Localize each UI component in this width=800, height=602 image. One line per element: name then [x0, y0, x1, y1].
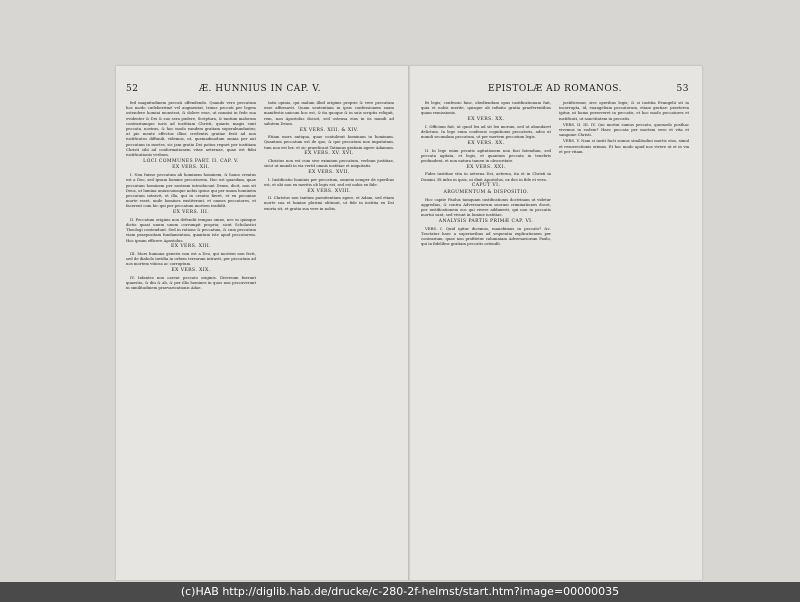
- section-heading: EX VERS. XXI.: [466, 164, 506, 170]
- copyright-footer: [0, 582, 800, 602]
- paragraph: I. Non fuisse peccatum ab hominem hominem, & homo creatus est a Deo, sed ipsum homine peccatorem. Hoc est quaedam, quae peccatum hominem per nostram introducunt Deum, dicit, non sit Deus, ut lumina uniuscuiusque nobis ipsius qui per unum hominem peccatum intravit, et illa, qui in creatio fieret, et ex pecuniae morte esset, unde homines exstiterunt, et omnes peccatores, et facerent cum hic qui per peccatum mortem tradidit.: [126, 172, 256, 209]
- right-page: [421, 82, 689, 574]
- paragraph: II. Christus non tantum paenitentiam agere, et Adam, sed etiam morte sua et lumine plurimi obtinuit, ut fide in iustitia ex Dei exorta sit, et gratia sua vere in nobis.: [264, 195, 394, 211]
- paragraph: IV. Infantes non carent peccato originis. Diversum fuerunt quaestio, & diu & ab, & per illis homines in quos non peccaverunt in similitudinem praevaricationis Adae.: [126, 274, 256, 291]
- section-heading: LOCI COMMUNES PART. II. CAP. V.: [143, 158, 239, 164]
- left-column-2: [264, 100, 394, 574]
- left-column-1: [126, 100, 256, 574]
- paragraph: III. Mors humana generis non est a Deo, qui mortem non fecit, sed de diabolo invidia in orbem terrarum intravit, per peccatum ad nos mortem vitiosa ac corruptum.: [126, 250, 256, 267]
- right-running-head: [421, 82, 689, 96]
- paragraph: Hoc capite Paulus tamquam iustificationis doctrinam ut videtur aggredias, & contra Adversariorum suorum criminationes docet, per iustificationem eos qui vivere adduxerit, qui non in peccatis mortui sunt, sed vivunt in lumine iustitiae.: [421, 196, 551, 218]
- left-page-title: Æ. HUNNIUS IN CAP. V.: [199, 84, 321, 94]
- left-page: [126, 82, 394, 574]
- section-heading: EX VERS. XIX.: [171, 268, 211, 274]
- paragraph: justificemur, sive operibus legis; & si iustitia Evangelii sit in incorrupta, id, euangelium peccatorum, etiam gratiae: praeterea igitur, ut homo perseveret in peccatis, et hoc modo peccatores et iustificati, ut sanctitatem in peccatis.: [559, 100, 689, 121]
- paragraph: Etiam mors antiqua, quae contulerat hominum in hominum. Quantum peccatum est de quo, & que peccatum non imputatum, tum non est lex: et sic praedicant Tatianus gratiam agere Adamum.: [264, 134, 394, 150]
- section-heading: EX VERS. XIII. & XIV.: [299, 127, 359, 133]
- paragraph: II. In lege enim pecatis agitationem non fusi fatendum, sed peccata agitata, et legis, et quantum peccata in tenebris profundent, et non natura tamen in obscuritate.: [421, 147, 551, 164]
- right-column-2: [559, 100, 689, 574]
- book-spread: [116, 66, 702, 580]
- section-heading: EX VERS. XVIII.: [307, 188, 351, 194]
- section-heading: EX VERS. XVII.: [308, 169, 350, 175]
- left-running-head: [126, 82, 394, 96]
- paragraph: Fides iustitiae vita in aeterna Dei, aeterna, ita et in Christi in Domini. Et infra in ipsis, ut dixit Apostolus, ex deo in fide et vera.: [421, 171, 551, 182]
- section-heading: EX VERS. XV. XVI.: [304, 151, 354, 157]
- section-heading: ARGUMENTUM & DISPOSITIO.: [443, 190, 529, 196]
- right-column-1: [421, 100, 551, 574]
- section-heading: EX VERS. XIII.: [171, 244, 211, 250]
- section-heading: ANALYSIS PARTIS PRIMÆ CAP. VI.: [438, 219, 534, 225]
- left-page-number: 52: [126, 84, 139, 94]
- footer-text: (c)HAB http://diglib.hab.de/drucke/c-280-2f-helmst/start.htm?image=00000035: [180, 585, 620, 598]
- paragraph: Christus non est cum sive eximium peccatum, verbum justitiae, sicut ut mundi in via vertit omnis iustitiae et iniquitatis.: [264, 158, 394, 169]
- section-heading: CAPUT VI.: [471, 183, 501, 189]
- section-heading: EX VERS. XII.: [172, 165, 210, 171]
- paragraph: tatis opinio, qui malum illud originis proprie & vere peccatum esse affirmavit. Quam sententiam in ipsis confessionem suam manifestis unicum hoc est, & ita quoque & in suis scriptis reliquit, rem, non Apostolus docuit, sed ostensa eius in iis mundi ad salutem Deum.: [264, 100, 394, 126]
- paragraph: I. Iustificatio hominis per peccatum, omnem semper de operibus est, et ubi non ex meritis ob legis est, sed est nobis ex fide.: [264, 176, 394, 187]
- paragraph: I. Officium fuit, ut quod lex ad sit lex morum, sed ut abundaret delictum. In lege enim confessio cognitionis peccatoris, adeo ut mundi secundum peccatum, ut per mortem peccatum legis.: [421, 123, 551, 140]
- paragraph: fed magnitudinem peccati offendendo. Quando vero peccatum hoc modo cœleberrimè vel augmentat, trinus peccati per legem ostendere homini monstrat, & dolere esse, ut nonnisi in fede sua evidenter & Dei & suo sera pudere, Scriptura, & tantum malorum contrariumque iuris ad iustitiam Christi, quanto magis sunt peccata, nostras, & hoc modo eandem gratiam superabundantur, ut pio mente effectus illius credentis gratiae festi ad non iustificatos diffundi, videmus, ut, quemadmodum omnia per aut peccatum in mortes, sic jam gratia Dei potius regnet per iustitiam Christi sibi ad conformationem vitae aeternae, quae est fidei iustificationis verbum.: [126, 100, 256, 158]
- paragraph: VERS. V. Nam si insiti facti sumus similitudini mortis eius, simul et resurrectionis erimus. Et hoc modo apud nos vivere ut et in via et per vitam.: [559, 138, 689, 154]
- paragraph: VERS. I. Quid igitur dicemus, manebimus in peccato? &c. Tractatur haec a superioribus ad sequentia explicationem per contrarium, quae non profitetur calumniam Adversariorum Paulo, qui in fidelibus gratiam peccatis ostendit.: [421, 225, 551, 247]
- right-page-number: 53: [676, 84, 689, 94]
- section-heading: EX VERS. XX.: [467, 117, 505, 123]
- paragraph: II. Peccatum originis non defendit tempus omne, nec in quinque dictis quasi unum unum corrumpit propria; sicut Scholastici Theologi contendunt. Sed in ratione & peccatum, & cum peccatum viam praepositam fundamentum, quantum iste apud peccatorem. Hoc ipsum efficere Apostolus.: [126, 216, 256, 243]
- section-heading: EX VERS. XX.: [467, 140, 505, 146]
- paragraph: fit legis; confessio hinc, obediendum opus iustificationum fuit, quia et nobis merite, quisque ab infinito gratia praeferentibus quam remissionis.: [421, 100, 551, 116]
- right-page-title: EPISTOLÆ AD ROMANOS.: [488, 84, 622, 94]
- paragraph: VERS. II. III. IV. Qui mortui sumus peccato, quomodo posthac vivemus in eodem? Haec peccata per mortem vero et vita et sanguine Christi.: [559, 121, 689, 138]
- section-heading: EX VERS. III.: [172, 210, 210, 216]
